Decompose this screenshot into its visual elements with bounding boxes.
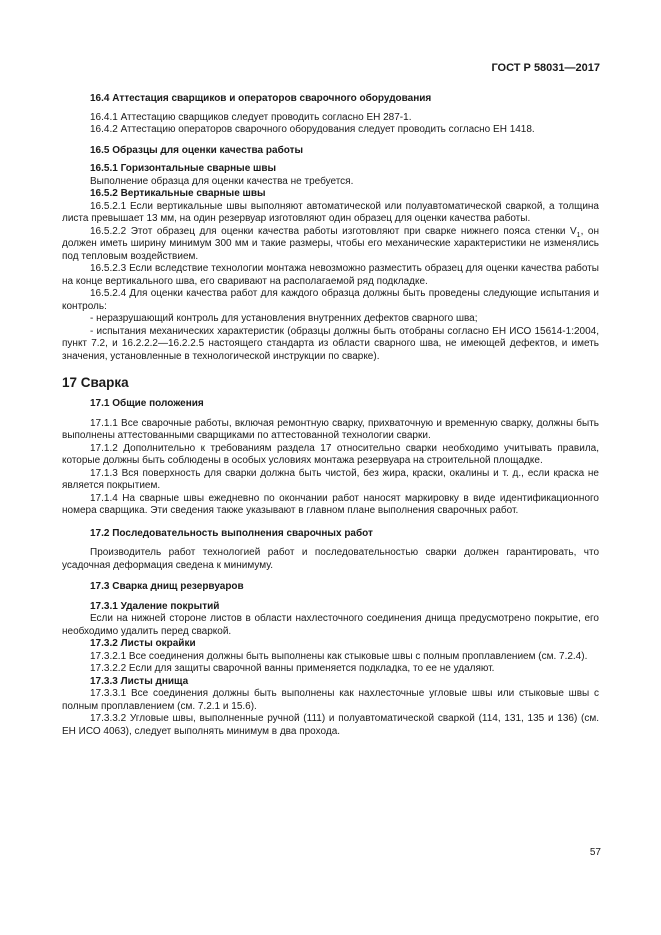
paragraph: Производитель работ технологией работ и последовательностью сварки должен гарантировать, что усадочная деформация сведена к минимуму. [62,547,599,571]
paragraph: - неразрушающий контроль для установления внутренних дефектов сварного шва; [90,313,478,324]
paragraph [62,226,599,264]
section-heading: 17.1 Общие положения [90,398,204,409]
section-heading: 17.3.3 Листы днища [90,675,189,687]
paragraph: 16.5.2.4 Для оценки качества работ для каждого образца должны быть проведены следующие испытания и контроль: [62,288,599,312]
paragraph: 16.4.1 Аттестацию сварщиков следует проводить согласно ЕН 287-1. [90,111,412,123]
subscript: 1 [576,231,581,239]
section-heading: 17.3.1 Удаление покрытий [90,600,220,612]
paragraph: 17.3.3.2 Угловые швы, выполненные ручной (111) и полуавтоматической сваркой (114, 131, 135 и 136) (см. ЕН ИСО 4063), следует выполнять минимум в два прохода. [62,713,599,737]
paragraph: 17.3.3.1 Все соединения должны быть выполнены как нахлесточные угловые швы или стыковые швы с полным проплавлением (см. 7.2.1 и 15.6). [62,688,599,712]
section-heading: 16.5.2 Вертикальные сварные швы [90,188,266,199]
paragraph: 17.1.3 Вся поверхность для сварки должна быть чистой, без жира, краски, окалины и т. д., если краска не является покрытием. [62,467,599,491]
paragraph: 16.5.2.1 Если вертикальные швы выполняют автоматической или полуавтоматической сваркой, а толщина листа превышает 13 мм, на один резервуар изготовляют один образец для оценки качества работы. [62,200,599,224]
page-number: 57 [589,847,601,858]
paragraph: 16.4.2 Аттестацию операторов сварочного оборудования следует проводить согласно ЕН 1418. [90,124,535,135]
document-number-header: ГОСТ Р 58031—2017 [491,62,600,74]
section-heading: 16.5.1 Горизонтальные сварные швы [90,163,277,174]
document-body [62,93,599,738]
paragraph: 17.1.1 Все сварочные работы, включая ремонтную сварку, прихваточную и временную сварку, должны быть выполнены аттестованными сварщиками по аттестованной технологии сварки. [62,417,599,441]
paragraph: 17.3.2.1 Все соединения должны быть выполнены как стыковые швы с полным проплавлением (см. 7.2.4). [90,650,588,662]
paragraph: 17.3.2.2 Если для защиты сварочной ванны применяется подкладка, то ее не удаляют. [90,663,495,674]
section-heading: 17.2 Последовательность выполнения сварочных работ [90,527,373,539]
paragraph: Выполнение образца для оценки качества не требуется. [90,175,354,187]
paragraph: 17.1.2 Дополнительно к требованиям раздела 17 относительно сварки необходимо учитывать правила, которые должны быть соблюдены в особых условиях монтажа резервуара на строительной площадке. [62,442,599,466]
section-heading: 16.4 Аттестация сварщиков и операторов сварочного оборудования [90,93,432,104]
section-heading: 16.5 Образцы для оценки качества работы [90,144,304,156]
paragraph: 16.5.2.3 Если вследствие технологии монтажа невозможно разместить образец для оценки качества работы на конце вертикального шва, его сваривают на располагаемой ряд подкладке. [62,263,599,287]
section-heading: 17.3.2 Листы окрайки [90,638,196,649]
chapter-heading: 17 Сварка [62,375,129,390]
paragraph: 17.1.4 На сварные швы ежедневно по окончании работ наносят маркировку в виде идентификационного номера сварщика. Эти сведения также указывают в главном плане выполнения сварочных работ. [62,492,599,516]
paragraph: Если на нижней стороне листов в области нахлесточного соединения днища предусмотрено покрытие, его необходимо удалить перед сваркой. [62,613,599,637]
paragraph-text: , он должен иметь ширину минимум 300 мм и такие размеры, чтобы его механические характеристики не изменялись под тепловым воздействием. [62,225,599,262]
section-heading: 17.3 Сварка днищ резервуаров [90,581,244,592]
paragraph: - испытания механических характеристик (образцы должны быть отобраны согласно ЕН ИСО 15614-1:2004, пункт 7.2, и 16.2.2.2—16.2.2.5 настоящего стандарта из области сварного шва, не имеющей дефектов, и иметь значения, установленные в технологической инструкции по сварке). [62,325,599,362]
paragraph-text: 16.5.2.2 Этот образец для оценки качества работы изготовляют при сварке нижнего пояса стенки V [90,225,577,237]
